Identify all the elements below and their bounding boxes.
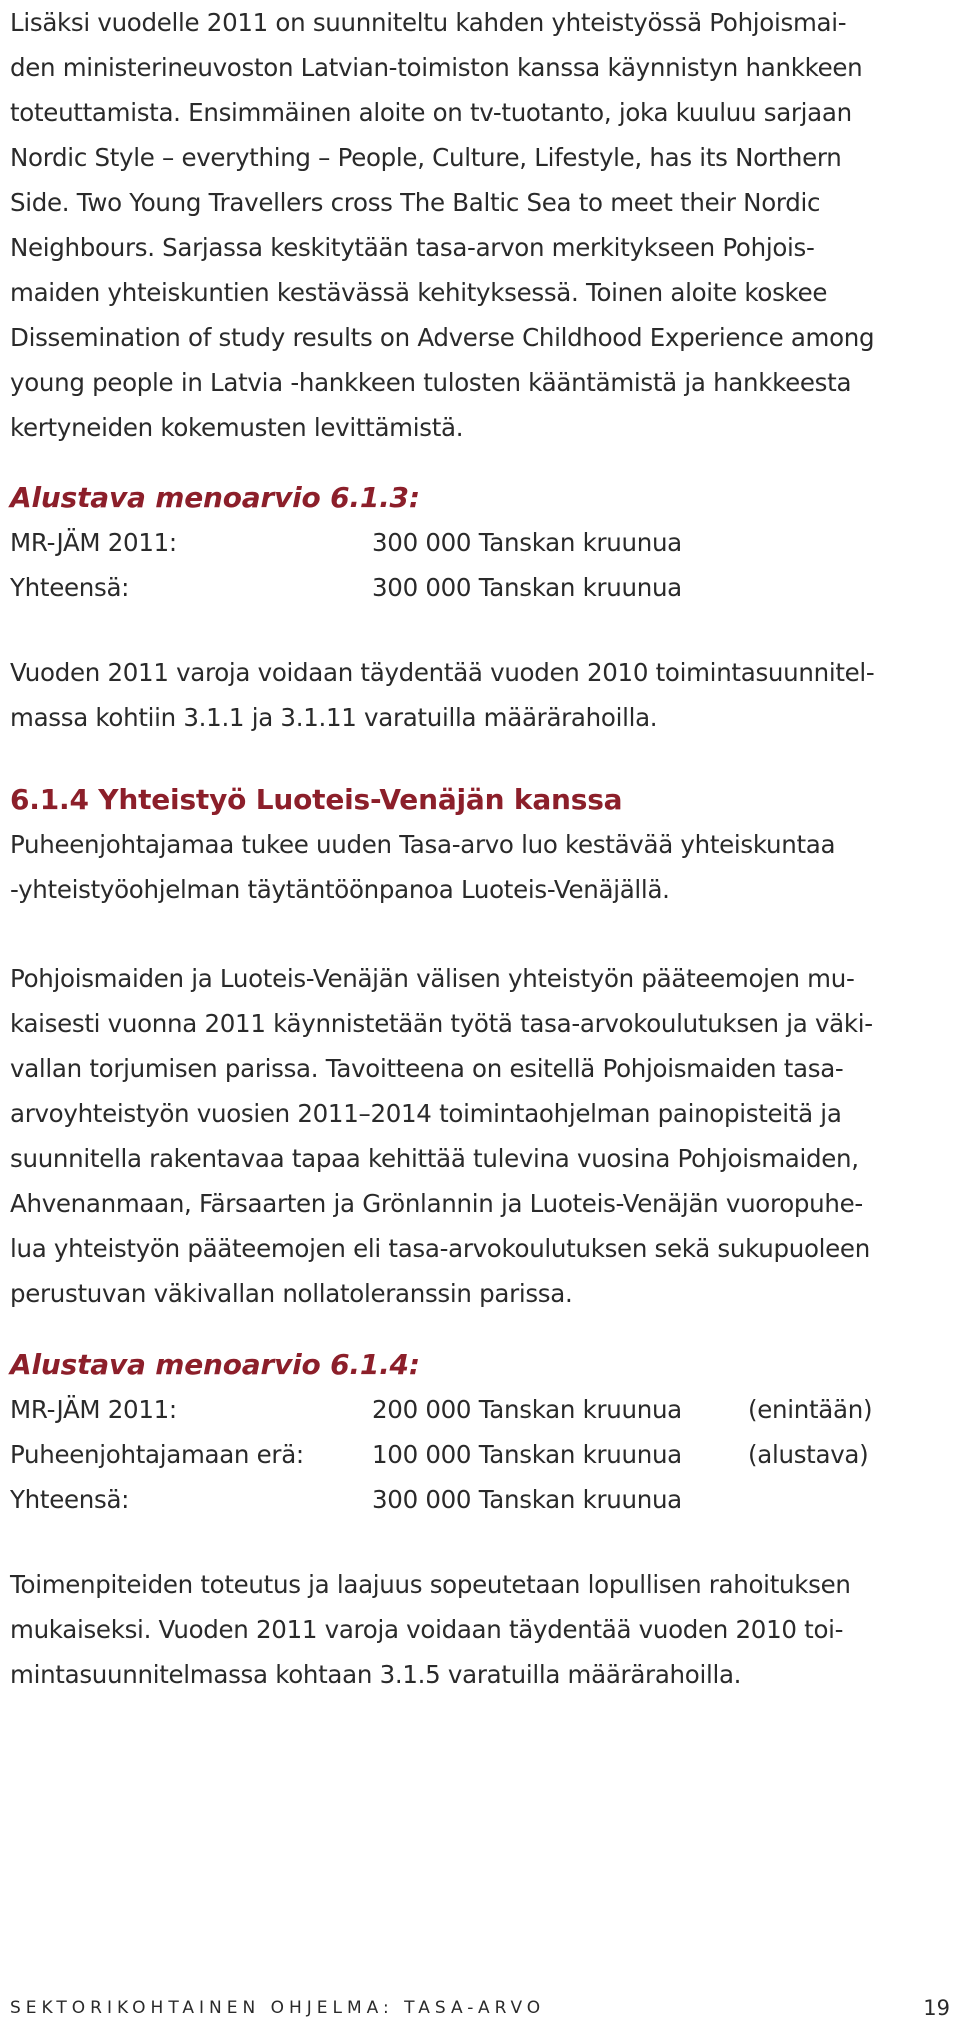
budget-amount: 100 000 Tanskan kruunua — [372, 1440, 682, 1469]
budget-amount: 300 000 Tanskan kruunua — [372, 528, 682, 557]
page-number: 19 — [923, 1996, 950, 2020]
text-line: lua yhteistyön pääteemojen eli tasa-arvokoulutuksen sekä sukupuoleen — [10, 1234, 870, 1263]
budget-label: Puheenjohtajamaan erä: — [10, 1440, 304, 1469]
budget-note: (alustava) — [748, 1440, 869, 1469]
text-line: young people in Latvia -hankkeen tulosten kääntämistä ja hankkeesta — [10, 368, 852, 397]
budget-label: Yhteensä: — [10, 573, 130, 602]
text-line: kertyneiden kokemusten levittämistä. — [10, 413, 464, 442]
text-line: Dissemination of study results on Adverse Childhood Experience among — [10, 323, 875, 352]
text-line: suunnitella rakentavaa tapaa kehittää tulevina vuosina Pohjoismaiden, — [10, 1144, 859, 1173]
text-line: den ministerineuvoston Latvian-toimiston kanssa käynnistyn hankkeen — [10, 53, 863, 82]
budget-amount: 300 000 Tanskan kruunua — [372, 573, 682, 602]
text-line: Puheenjohtajamaa tukee uuden Tasa-arvo luo kestävää yhteiskuntaa — [10, 830, 836, 859]
text-line: massa kohtiin 3.1.1 ja 3.1.11 varatuilla määrärahoilla. — [10, 703, 658, 732]
text-line: Vuoden 2011 varoja voidaan täydentää vuoden 2010 toimintasuunnitel- — [10, 658, 875, 687]
text-line: maiden yhteiskuntien kestävässä kehityksessä. Toinen aloite koskee — [10, 278, 828, 307]
text-line: perustuvan väkivallan nollatoleranssin parissa. — [10, 1279, 573, 1308]
text-line: Nordic Style – everything – People, Culture, Lifestyle, has its Northern — [10, 143, 842, 172]
text-line: toteuttamista. Ensimmäinen aloite on tv-tuotanto, joka kuuluu sarjaan — [10, 98, 852, 127]
budget-label: Yhteensä: — [10, 1485, 130, 1514]
implementation-note-paragraph — [10, 1562, 851, 1697]
section-lead-paragraph — [10, 822, 835, 912]
section-body-paragraph — [10, 956, 873, 1316]
text-line: Toimenpiteiden toteutus ja laajuus sopeutetaan lopullisen rahoituksen — [10, 1570, 851, 1599]
budget-label: MR-JÄM 2011: — [10, 1395, 177, 1424]
section-heading-6-1-4: 6.1.4 Yhteistyö Luoteis-Venäjän kanssa — [10, 783, 623, 816]
budget-title-6-1-3: Alustava menoarvio 6.1.3: — [10, 481, 420, 514]
page-footer — [10, 1990, 950, 2026]
text-line: -yhteistyöohjelman täytäntöönpanoa Luoteis-Venäjällä. — [10, 875, 670, 904]
budget-row — [10, 565, 950, 610]
text-line: Neighbours. Sarjassa keskitytään tasa-arvon merkitykseen Pohjois- — [10, 233, 815, 262]
intro-paragraph — [10, 0, 874, 450]
budget-note: (enintään) — [748, 1395, 873, 1424]
running-footer-title: SEKTORIKOHTAINEN OHJELMA: TASA-ARVO — [10, 1998, 546, 2018]
budget-amount: 200 000 Tanskan kruunua — [372, 1395, 682, 1424]
text-line: Lisäksi vuodelle 2011 on suunniteltu kahden yhteistyössä Pohjoismai- — [10, 8, 847, 37]
text-line: Ahvenanmaan, Färsaarten ja Grönlannin ja Luoteis-Venäjän vuoropuhe- — [10, 1189, 863, 1218]
text-line: arvoyhteistyön vuosien 2011–2014 toimintaohjelman painopisteitä ja — [10, 1099, 842, 1128]
text-line: mukaiseksi. Vuoden 2011 varoja voidaan täydentää vuoden 2010 toi- — [10, 1615, 844, 1644]
budget-row — [10, 1432, 950, 1477]
text-line: mintasuunnitelmassa kohtaan 3.1.5 varatuilla määrärahoilla. — [10, 1660, 742, 1689]
budget-row — [10, 520, 950, 565]
text-line: kaisesti vuonna 2011 käynnistetään työtä tasa-arvokoulutuksen ja väki- — [10, 1009, 873, 1038]
budget-row — [10, 1387, 950, 1432]
budget-amount: 300 000 Tanskan kruunua — [372, 1485, 682, 1514]
text-line: vallan torjumisen parissa. Tavoitteena on esitellä Pohjoismaiden tasa- — [10, 1054, 844, 1083]
funding-note-paragraph — [10, 650, 874, 740]
text-line: Pohjoismaiden ja Luoteis-Venäjän välisen yhteistyön pääteemojen mu- — [10, 964, 855, 993]
budget-row — [10, 1477, 950, 1522]
budget-label: MR-JÄM 2011: — [10, 528, 177, 557]
budget-title-6-1-4: Alustava menoarvio 6.1.4: — [10, 1348, 420, 1381]
text-line: Side. Two Young Travellers cross The Baltic Sea to meet their Nordic — [10, 188, 821, 217]
